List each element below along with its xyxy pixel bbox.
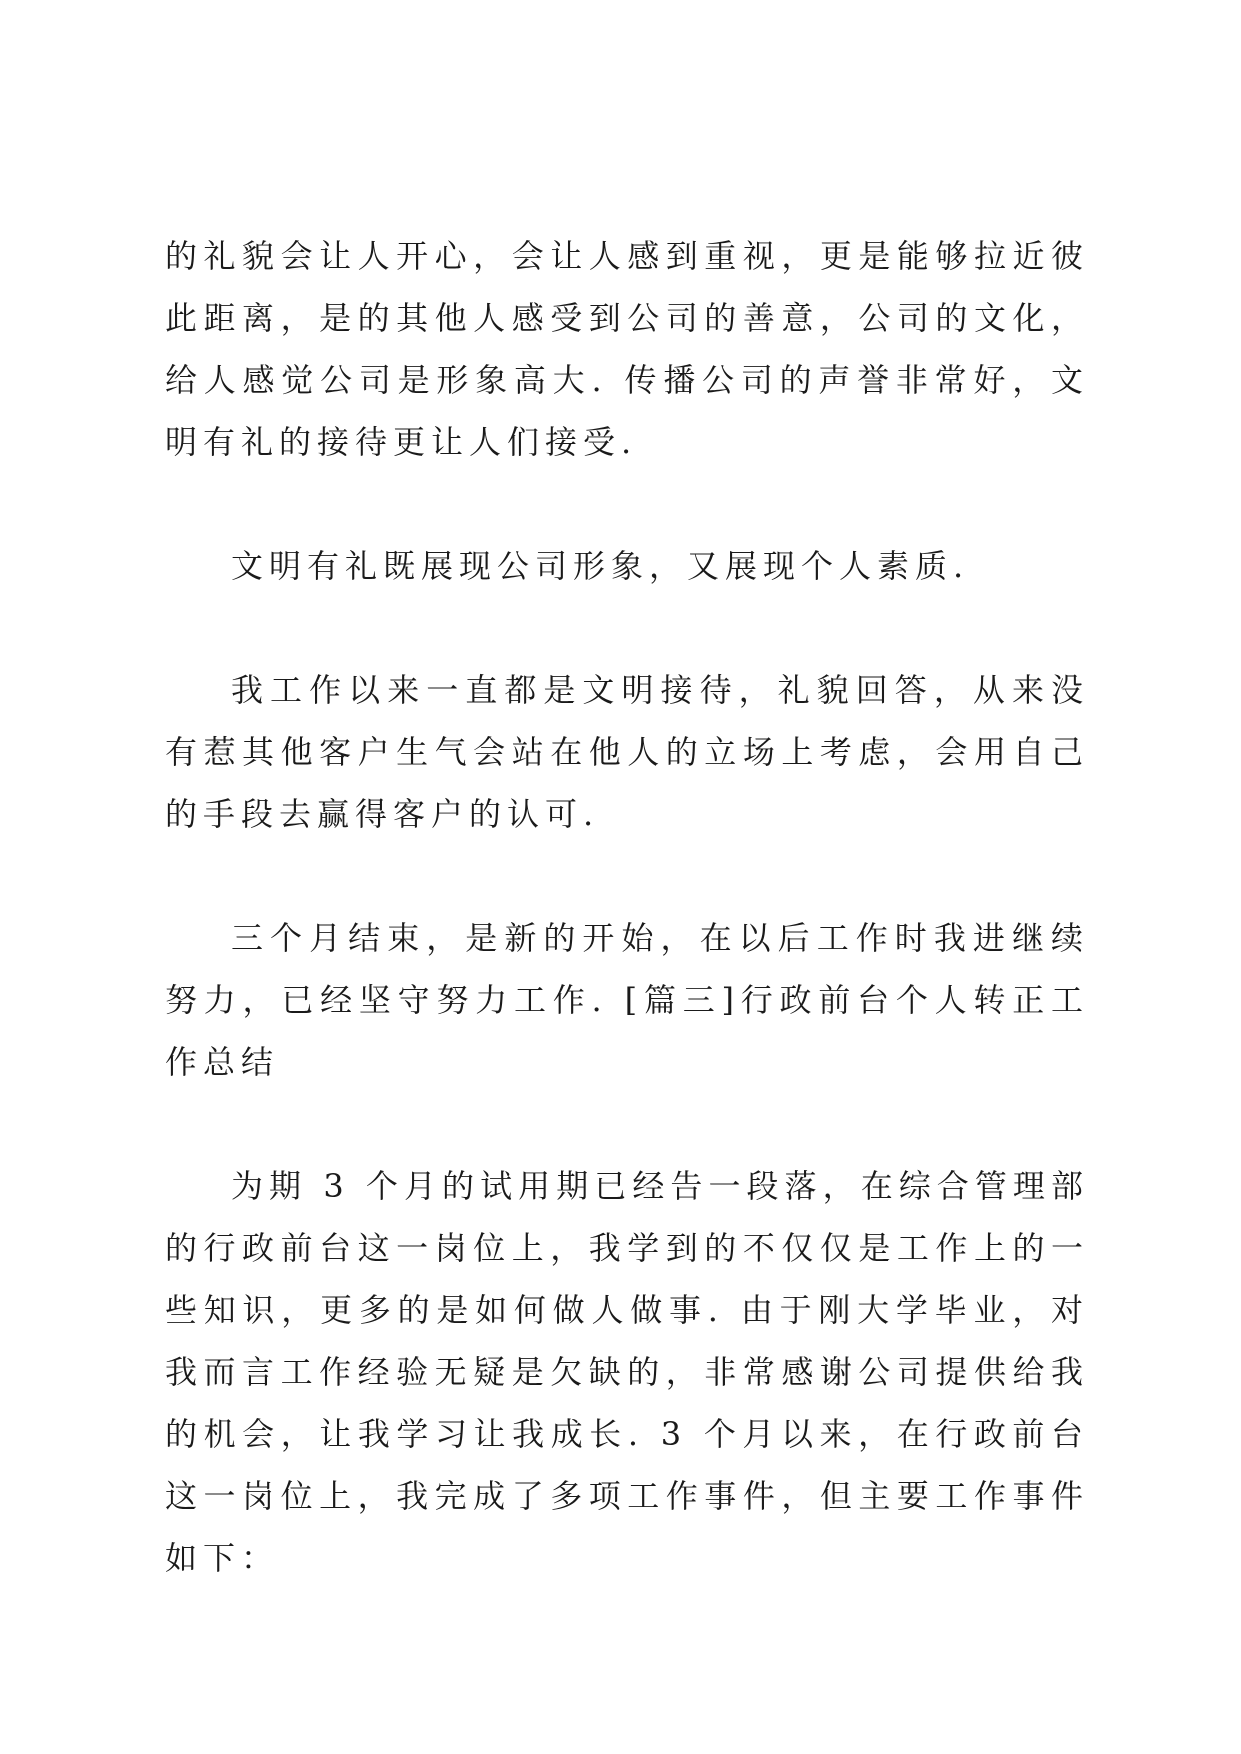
paragraph: 的礼貌会让人开心，会让人感到重视，更是能够拉近彼此距离，是的其他人感受到公司的善意，公司的文化，给人感觉公司是形象高大. 传播公司的声誉非常好，文明有礼的接待更让人们接受. (165, 237, 1089, 461)
paragraph-spacer (165, 1093, 1089, 1155)
document-body (165, 225, 1089, 1589)
paragraph: 为期 3 个月的试用期已经告一段落，在综合管理部的行政前台这一岗位上，我学到的不仅仅是工作上的一些知识，更多的是如何做人做事. 由于刚大学毕业，对我而言工作经验无疑是欠缺的，非常感谢公司提供给我的机会，让我学习让我成长. 3 个月以来，在行政前台这一岗位上，我完成了多项工作事件，但主要工作事件如下： (165, 1167, 1089, 1577)
paragraph: 三个月结束，是新的开始，在以后工作时我进继续努力，已经坚守努力工作. [篇三]行政前台个人转正工作总结 (165, 919, 1089, 1081)
paragraph: 我工作以来一直都是文明接待，礼貌回答，从来没有惹其他客户生气会站在他人的立场上考虑，会用自己的手段去赢得客户的认可. (165, 671, 1089, 833)
paragraph-spacer (165, 597, 1089, 659)
paragraph-spacer (165, 473, 1089, 535)
paragraph-spacer (165, 845, 1089, 907)
paragraph: 文明有礼既展现公司形象，又展现个人素质. (231, 547, 970, 585)
